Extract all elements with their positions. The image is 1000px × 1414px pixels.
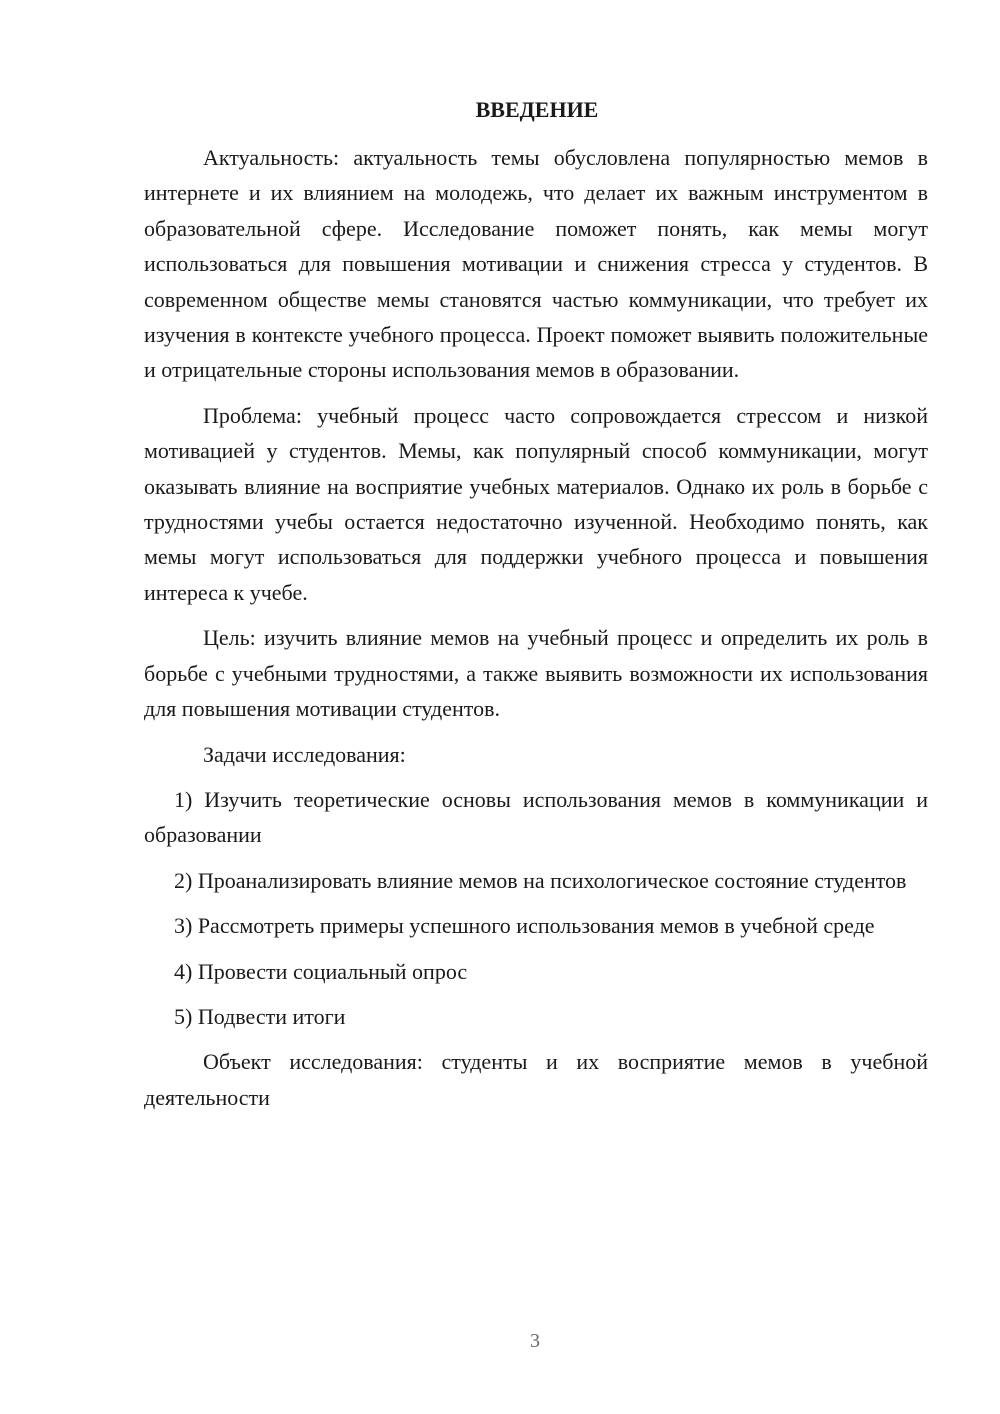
object-paragraph: Объект исследования: студенты и их восприятие мемов в учебной деятельности xyxy=(144,1049,928,1110)
task-item-3: 3) Рассмотреть примеры успешного использования мемов в учебной среде xyxy=(174,913,875,939)
tasks-title: Задачи исследования: xyxy=(203,741,406,767)
relevance-paragraph: Актуальность: актуальность темы обусловлена популярностью мемов в интернете и их влиянием на молодежь, что делает их важным инструментом в образовательной сфере. Исследование поможет понять, как мемы могут использоваться для повышения мотивации и снижения стресса у студентов. В современном обществе мемы становятся частью коммуникации, что требует их изучения в контексте учебного процесса. Проект поможет выявить положительные и отрицательные стороны использования мемов в образовании. xyxy=(144,145,928,383)
document-page xyxy=(144,90,928,1125)
page-number: 3 xyxy=(530,1330,540,1352)
page-title: ВВЕДЕНИЕ xyxy=(475,97,599,122)
goal-paragraph: Цель: изучить влияние мемов на учебный процесс и определить их роль в борьбе с учебными трудностями, а также выявить возможности их использования для повышения мотивации студентов. xyxy=(144,625,928,722)
task-item-1: 1) Изучить теоретические основы использования мемов в коммуникации и образовании xyxy=(144,786,928,848)
task-item-2: 2) Проанализировать влияние мемов на психологическое состояние студентов xyxy=(174,867,907,893)
problem-paragraph: Проблема: учебный процесс часто сопровождается стрессом и низкой мотивацией у студентов. Мемы, как популярный способ коммуникации, могут оказывать влияние на восприятие учебных материалов. Однако их роль в борьбе с трудностями учебы остается недостаточно изученной. Необходимо понять, как мемы могут использоваться для поддержки учебного процесса и повышения интереса к учебе. xyxy=(144,402,928,605)
task-item-5: 5) Подвести итоги xyxy=(174,1003,346,1029)
task-item-4: 4) Провести социальный опрос xyxy=(174,958,468,984)
